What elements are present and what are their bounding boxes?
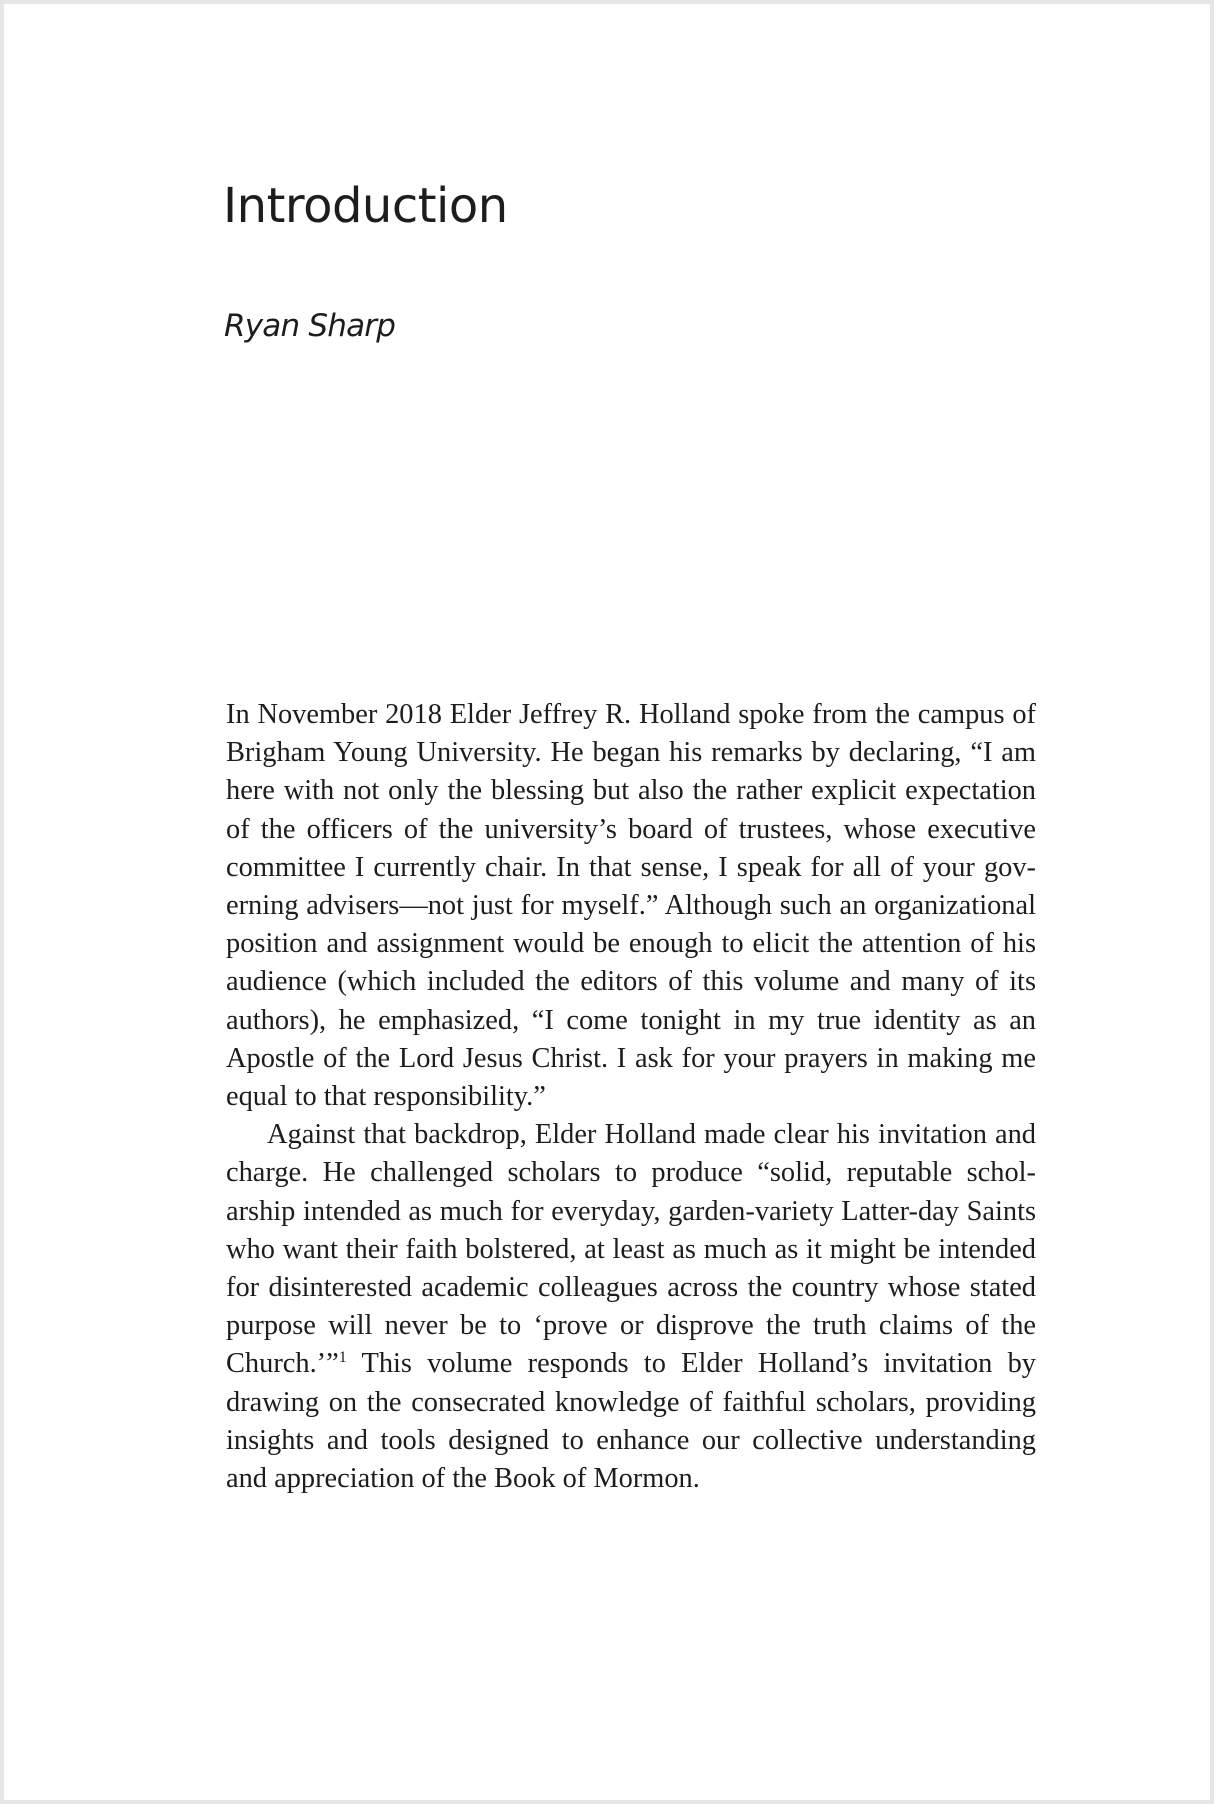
paragraph-2-text-after-note: This volume responds to Elder Holland’s invitation by drawing on the consecrated knowledge of faithful scholars, providing insights and tools designed to enhance our collective understanding and appreciation of the Book of Mormon. xyxy=(226,1348,1036,1495)
footnote-ref-1[interactable]: 1 xyxy=(338,1349,347,1367)
author-name: Ryan Sharp xyxy=(224,308,396,344)
chapter-title: Introduction xyxy=(223,178,508,234)
document-page xyxy=(4,4,1210,1800)
body-text xyxy=(226,696,1036,1498)
paragraph-1 xyxy=(226,696,1036,1116)
paragraph-1-text: In November 2018 Elder Jeffrey R. Holland spoke from the campus of Brigham Young University. He began his remarks by declaring, “I am here with not only the blessing but also the rather explicit expectation of the officers of the university’s board of trustees, whose executive committee I currently chair. In that sense, I speak for all of your governing advisers—not just for myself.” Although such an organizational position and assignment would be enough to elicit the attention of his audience (which included the editors of this volume and many of its authors), he emphasized, “I come tonight in my true identity as an Apostle of the Lord Jesus Christ. I ask for your prayers in making me equal to that responsibility.” xyxy=(226,699,1036,1113)
paragraph-2 xyxy=(226,1116,1036,1498)
paragraph-2-text-before-note: Against that backdrop, Elder Holland made clear his invitation and charge. He challenged scholars to produce “solid, reputable scholarship intended as much for everyday, garden-variety Latter-day Saints who want their faith bolstered, at least as much as it might be intended for disinterested academic colleagues across the country whose stated purpose will never be to ‘prove or disprove the truth claims of the Church.’” xyxy=(226,1119,1036,1380)
